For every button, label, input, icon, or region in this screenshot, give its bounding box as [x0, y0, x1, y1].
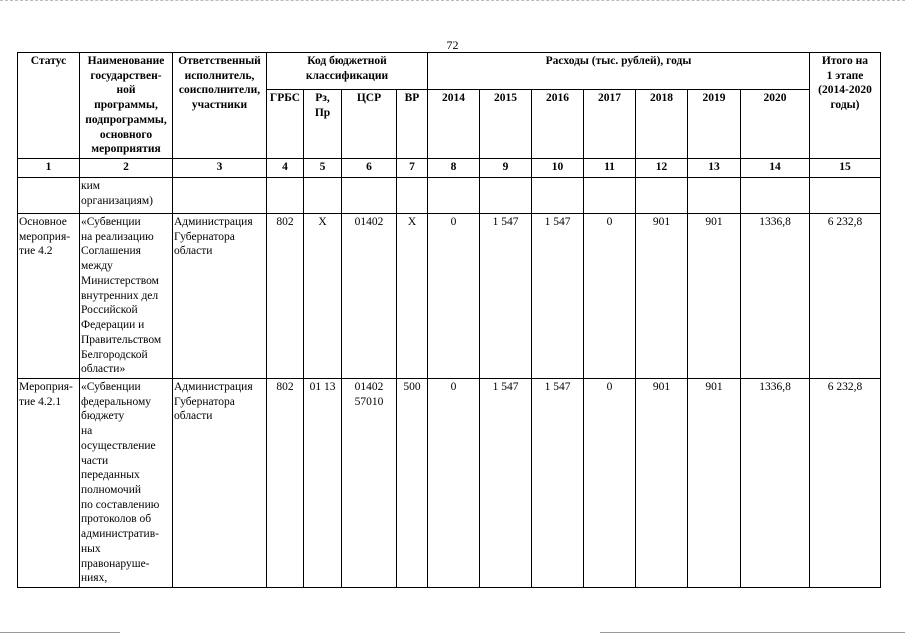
row-csr: 01402: [342, 214, 397, 379]
row-total: 6 232,8: [810, 214, 881, 379]
row-status: Мероприя- тие 4.2.1: [18, 378, 80, 587]
budget-table: [17, 52, 881, 588]
row-vr: 500: [397, 378, 428, 587]
column-number: 2: [80, 159, 173, 178]
header-responsible: Ответственный исполнитель, соисполнители, участники: [173, 53, 267, 159]
header-year-2015: 2015: [480, 90, 532, 159]
row-value-2019: 901: [688, 378, 741, 587]
header-total: Итого на 1 этапе (2014-2020 годы): [810, 53, 881, 159]
header-year-2014: 2014: [428, 90, 480, 159]
column-number: 5: [304, 159, 342, 178]
row-value-2018: 901: [636, 378, 688, 587]
row-name: «Субвенции федеральному бюджету на осуществление части переданных полномочий по составлению протоколов об административ- ных правонаруше- ниях,: [80, 378, 173, 587]
header-year-2017: 2017: [584, 90, 636, 159]
row-value-2020: 1336,8: [741, 378, 810, 587]
page-number: 72: [446, 38, 459, 52]
continuation-name: ким организациям): [80, 178, 173, 214]
row-value-2018: 901: [636, 214, 688, 379]
column-number: 7: [397, 159, 428, 178]
row-rzpr: Х: [304, 214, 342, 379]
row-value-2017: 0: [584, 214, 636, 379]
row-value-2014: 0: [428, 378, 480, 587]
row-value-2020: 1336,8: [741, 214, 810, 379]
header-rzpr: Рз, Пр: [304, 90, 342, 159]
header-budget-code: Код бюджетной классификации: [267, 53, 428, 90]
row-value-2015: 1 547: [480, 378, 532, 587]
column-number: 14: [741, 159, 810, 178]
row-value-2019: 901: [688, 214, 741, 379]
column-number: 13: [688, 159, 741, 178]
column-number-row: [18, 159, 881, 178]
row-value-2016: 1 547: [532, 378, 584, 587]
row-value-2014: 0: [428, 214, 480, 379]
row-total: 6 232,8: [810, 378, 881, 587]
header-name: Наименование государствен- ной программы, подпрограммы, основного мероприятия: [80, 53, 173, 159]
column-number: 11: [584, 159, 636, 178]
row-value-2017: 0: [584, 378, 636, 587]
row-rzpr: 01 13: [304, 378, 342, 587]
header-year-2019: 2019: [688, 90, 741, 159]
row-grbs: 802: [267, 378, 304, 587]
header-year-2020: 2020: [741, 90, 810, 159]
row-value-2016: 1 547: [532, 214, 584, 379]
row-value-2015: 1 547: [480, 214, 532, 379]
row-responsible: Администрация Губернатора области: [173, 378, 267, 587]
bottom-scan-rule: [0, 632, 120, 633]
row-name: «Субвенции на реализацию Соглашения между Министерством внутренних дел Российской Федерации и Правительством Белгородской области»: [80, 214, 173, 379]
header-csr: ЦСР: [342, 90, 397, 159]
column-number: 4: [267, 159, 304, 178]
row-vr: Х: [397, 214, 428, 379]
table-row: [18, 378, 881, 587]
column-number: 9: [480, 159, 532, 178]
row-status: Основное мероприя- тие 4.2: [18, 214, 80, 379]
header-grbs: ГРБС: [267, 90, 304, 159]
header-year-2018: 2018: [636, 90, 688, 159]
column-number: 8: [428, 159, 480, 178]
continuation-row: [18, 178, 881, 214]
column-number: 1: [18, 159, 80, 178]
header-status: Статус: [18, 53, 80, 159]
header-year-2016: 2016: [532, 90, 584, 159]
header-vr: ВР: [397, 90, 428, 159]
table-row: [18, 214, 881, 379]
column-number: 3: [173, 159, 267, 178]
column-number: 15: [810, 159, 881, 178]
top-scan-rule: [0, 0, 905, 4]
bottom-scan-rule: [600, 632, 905, 633]
column-number: 6: [342, 159, 397, 178]
column-number: 12: [636, 159, 688, 178]
row-responsible: Администрация Губернатора области: [173, 214, 267, 379]
row-grbs: 802: [267, 214, 304, 379]
column-number: 10: [532, 159, 584, 178]
header-expenses: Расходы (тыс. рублей), годы: [428, 53, 810, 90]
row-csr: 01402 57010: [342, 378, 397, 587]
